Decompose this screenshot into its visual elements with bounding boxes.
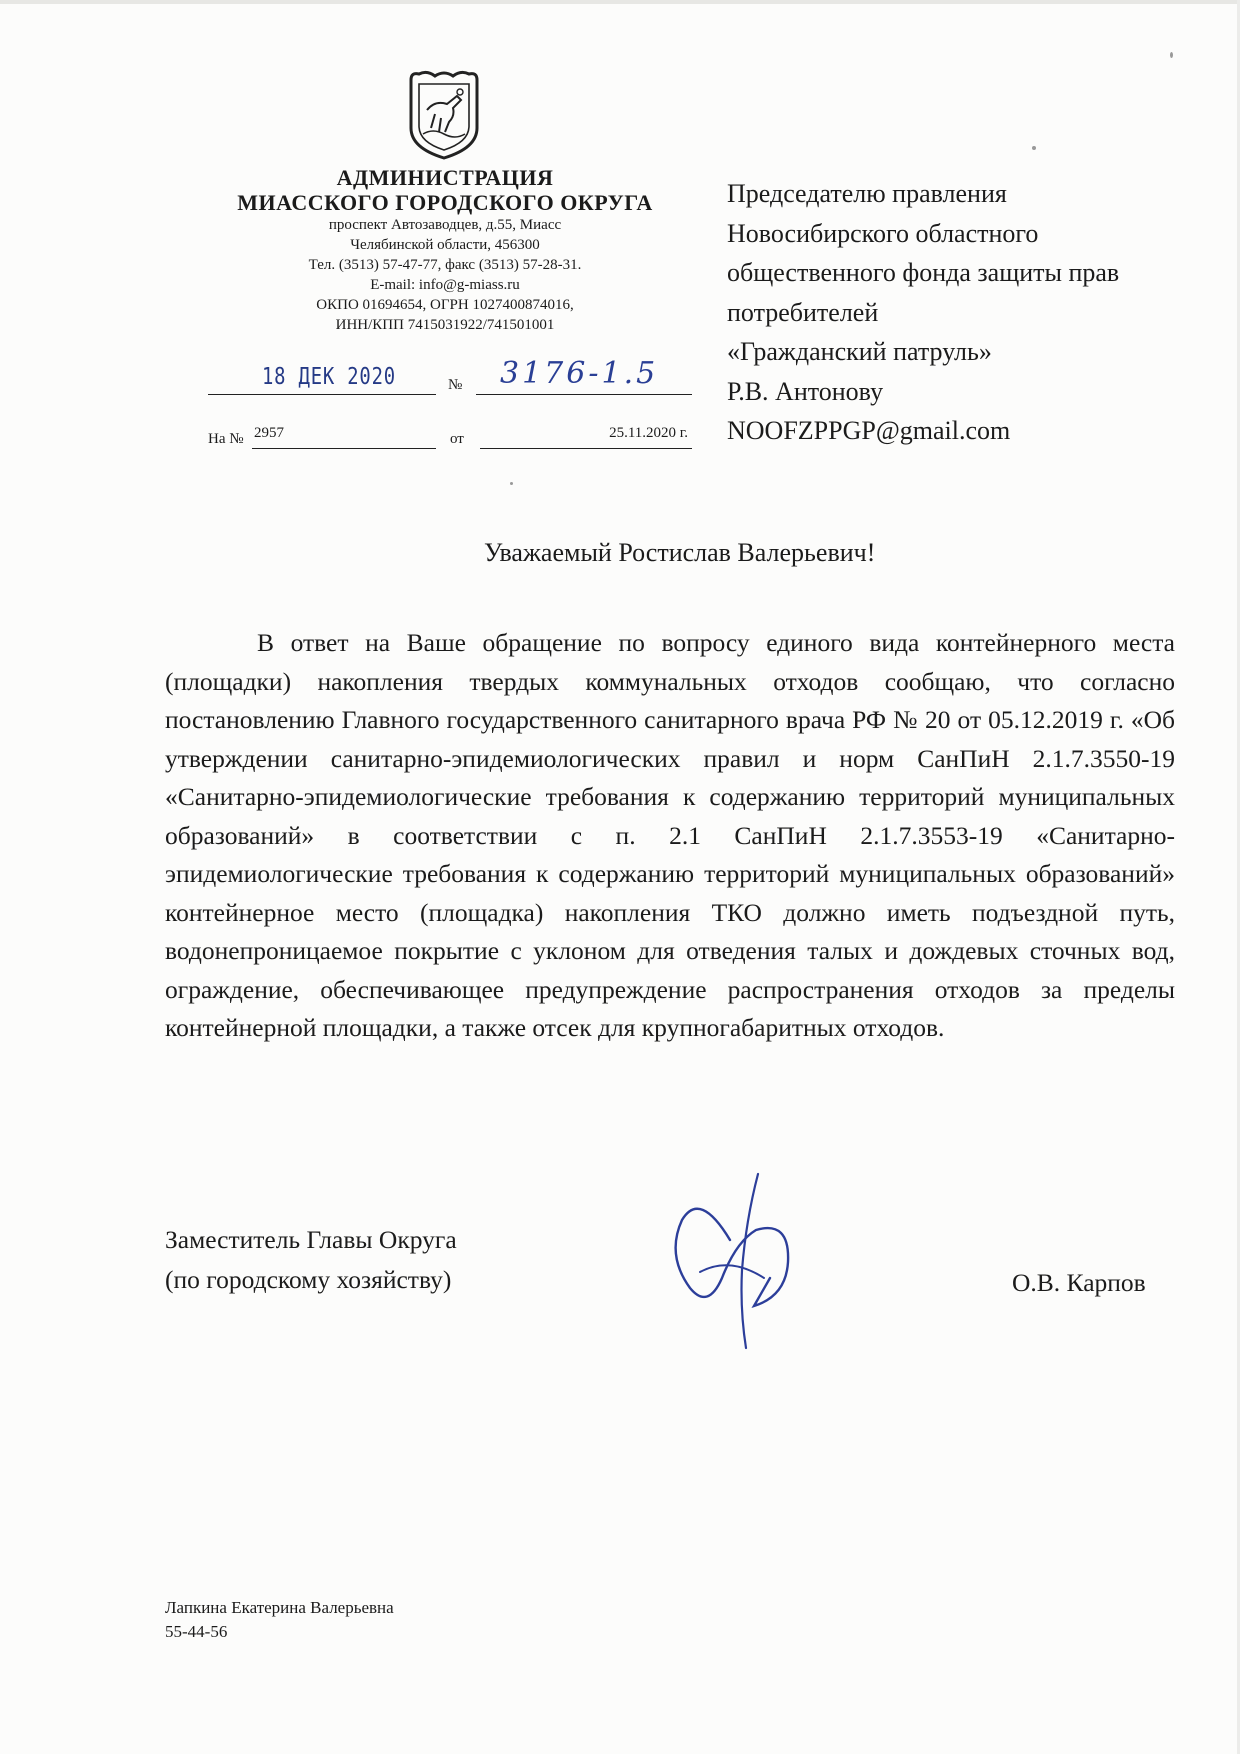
executor-phone: 55-44-56 xyxy=(165,1622,228,1641)
letter-body: В ответ на Ваше обращение по вопросу единого вида контейнерного места (площадки) накопления твердых коммунальных отходов сообщаю, что согласно постановлению Главного государственного санитарного врача РФ № 20 от 05.12.2019 г. «Об утверждении санитарно-эпидемиологических правил и норм СанПиН 2.1.7.3550-19 «Санитарно-эпидемиологические требования к содержанию территорий муниципальных образований» в соответствии с п. 2.1 СанПиН 2.1.7.3553-19 «Санитарно-эпидемиологические требования к содержанию территорий муниципальных образований» контейнерное место (площадка) накопления ТКО должно иметь подъездной путь, водонепроницаемое покрытие с уклоном для отведения талых и дождевых сточных вод, ограждение, обеспечивающее предупреждение распространения отходов за пределы контейнерной площадки, а также отсек для крупногабаритных отходов. xyxy=(165,628,1175,1042)
signatory-title-line2: (по городскому хозяйству) xyxy=(165,1265,452,1294)
handwritten-signature xyxy=(660,1160,810,1350)
number-field xyxy=(476,356,692,395)
outgoing-number: 3176-1.5 xyxy=(500,356,659,391)
addressee-line: Новосибирского областного xyxy=(727,218,1039,248)
org-inn: ИНН/КПП 7415031922/741501001 xyxy=(335,317,555,333)
date-field xyxy=(208,364,436,395)
outgoing-registration-row xyxy=(208,356,692,400)
date-stamp: 18 ДЕК 2020 xyxy=(262,364,396,390)
signatory-title-line1: Заместитель Главы Округа xyxy=(165,1225,457,1254)
org-phone: Тел. (3513) 57-47-77, факс (3513) 57-28-31. xyxy=(308,257,582,273)
signatory-title xyxy=(165,1220,457,1300)
reply-from-label: от xyxy=(450,431,464,447)
org-okpo: ОКПО 01694654, ОГРН 1027400874016, xyxy=(316,297,574,313)
reply-to-label: На № xyxy=(208,431,244,447)
scan-speck xyxy=(1032,146,1036,150)
org-email: E-mail: info@g-miass.ru xyxy=(370,277,520,293)
executor-block xyxy=(165,1596,394,1644)
org-address-line2: Челябинской области, 456300 xyxy=(350,237,540,253)
number-label: № xyxy=(448,377,463,393)
coat-of-arms-icon xyxy=(405,70,483,160)
reply-to-number: 2957 xyxy=(254,425,284,441)
addressee-line: «Гражданский патруль» xyxy=(727,337,992,366)
scan-edge xyxy=(0,0,1240,4)
addressee-line: потребителей xyxy=(727,297,879,327)
addressee-line: общественного фонда защиты прав xyxy=(727,258,1120,287)
org-address-line1: проспект Автозаводцев, д.55, Миасс xyxy=(328,217,562,233)
salutation: Уважаемый Ростислав Валерьевич! xyxy=(484,538,876,567)
letterhead-block xyxy=(205,165,685,335)
reply-from-date: 25.11.2020 г. xyxy=(609,425,688,441)
reply-from-date-field xyxy=(480,418,692,449)
executor-name: Лапкина Екатерина Валерьевна xyxy=(165,1598,394,1617)
org-name-line2: МИАССКОГО ГОРОДСКОГО ОКРУГА xyxy=(237,190,653,215)
scan-speck xyxy=(510,482,513,485)
org-name-line1: АДМИНИСТРАЦИЯ xyxy=(336,165,554,190)
addressee-name: Р.В. Антонову xyxy=(727,376,884,406)
reply-to-row xyxy=(208,420,692,454)
addressee-block xyxy=(727,174,1197,451)
reply-to-number-field xyxy=(252,418,436,449)
scan-speck xyxy=(1170,52,1173,58)
signatory-name: О.В. Карпов xyxy=(1012,1268,1146,1297)
addressee-email: NOOFZPPGP@gmail.com xyxy=(727,416,1011,445)
addressee-line: Председателю правления xyxy=(727,179,1007,208)
